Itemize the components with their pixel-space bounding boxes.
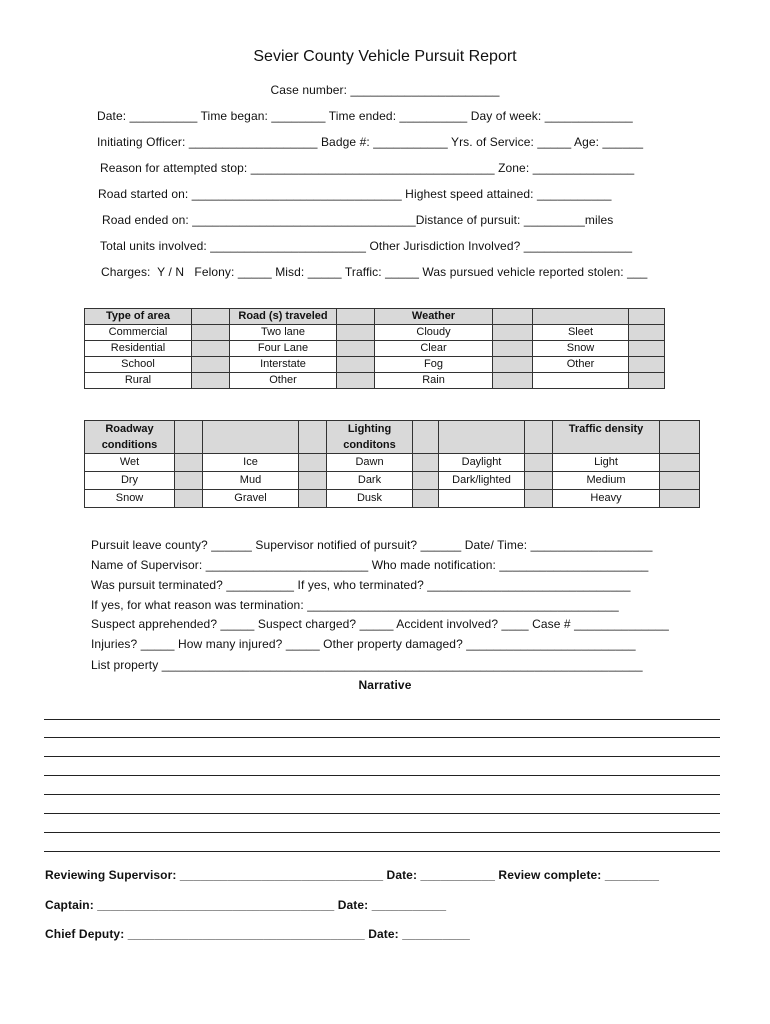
checkbox-cell <box>337 309 375 325</box>
checkbox-cell[interactable] <box>337 325 375 341</box>
checkbox-cell[interactable] <box>629 341 665 357</box>
list-property-line[interactable]: List property _______________________________________________________________________ <box>91 658 643 672</box>
option-label: Dry <box>85 472 175 490</box>
chief-deputy-line[interactable]: Chief Deputy: ___________________________________ Date: __________ <box>45 927 470 941</box>
option-label: Heavy <box>553 490 660 508</box>
option-label: Other <box>533 357 629 373</box>
checkbox-cell[interactable] <box>660 490 700 508</box>
checkbox-cell[interactable] <box>175 454 203 472</box>
option-label: Daylight <box>439 454 525 472</box>
checkbox-cell[interactable] <box>337 373 375 389</box>
checkbox-cell[interactable] <box>525 490 553 508</box>
checkbox-cell <box>493 309 533 325</box>
narrative-heading: Narrative <box>358 678 412 692</box>
area-road-weather-table <box>84 308 665 389</box>
option-label: Snow <box>533 341 629 357</box>
table-header-row <box>85 309 665 325</box>
checkbox-cell <box>192 309 230 325</box>
option-label: Dawn <box>327 454 413 472</box>
narrative-line[interactable] <box>44 737 720 738</box>
reviewing-supervisor-line[interactable]: Reviewing Supervisor: ______________________________ Date: ___________ Review complete: ________ <box>45 868 660 882</box>
option-label <box>533 373 629 389</box>
option-label: Commercial <box>85 325 192 341</box>
option-label: Snow <box>85 490 175 508</box>
table-row <box>85 373 665 389</box>
option-label: Sleet <box>533 325 629 341</box>
option-label: Gravel <box>203 490 299 508</box>
option-label: Clear <box>375 341 493 357</box>
header-blank <box>203 421 299 454</box>
checkbox-cell[interactable] <box>299 472 327 490</box>
checkbox-cell[interactable] <box>413 472 439 490</box>
header-blank <box>533 309 629 325</box>
checkbox-cell[interactable] <box>493 341 533 357</box>
checkbox-cell[interactable] <box>413 490 439 508</box>
narrative-line[interactable] <box>44 794 720 795</box>
checkbox-cell[interactable] <box>299 454 327 472</box>
road-started-line[interactable]: Road started on: _______________________________ Highest speed attained: ___________ <box>98 187 612 201</box>
checkbox-cell[interactable] <box>192 373 230 389</box>
checkbox-cell <box>299 421 327 454</box>
table-header-row <box>85 421 700 454</box>
header-roadway-conditions: Roadway conditions <box>85 421 175 454</box>
checkbox-cell[interactable] <box>493 325 533 341</box>
option-label: Two lane <box>230 325 337 341</box>
checkbox-cell[interactable] <box>413 454 439 472</box>
case-number-field[interactable]: Case number: ______________________ <box>270 83 500 97</box>
header-roads-traveled: Road (s) traveled <box>230 309 337 325</box>
option-label: Four Lane <box>230 341 337 357</box>
suspect-line[interactable]: Suspect apprehended? _____ Suspect charged? _____ Accident involved? ____ Case # ______________ <box>91 617 669 631</box>
narrative-line[interactable] <box>44 775 720 776</box>
option-label: Light <box>553 454 660 472</box>
table-row <box>85 490 700 508</box>
conditions-lighting-traffic-table <box>84 420 700 508</box>
checkbox-cell[interactable] <box>525 472 553 490</box>
checkbox-cell[interactable] <box>192 357 230 373</box>
checkbox-cell[interactable] <box>337 357 375 373</box>
checkbox-cell <box>525 421 553 454</box>
option-label: Dusk <box>327 490 413 508</box>
option-label: Other <box>230 373 337 389</box>
checkbox-cell[interactable] <box>660 454 700 472</box>
narrative-line[interactable] <box>44 756 720 757</box>
injuries-line[interactable]: Injuries? _____ How many injured? _____ Other property damaged? _________________________ <box>91 637 636 651</box>
checkbox-cell <box>413 421 439 454</box>
header-weather: Weather <box>375 309 493 325</box>
header-type-of-area: Type of area <box>85 309 192 325</box>
narrative-line[interactable] <box>44 851 720 852</box>
checkbox-cell[interactable] <box>493 373 533 389</box>
option-label: Cloudy <box>375 325 493 341</box>
option-label: Medium <box>553 472 660 490</box>
option-label: Rural <box>85 373 192 389</box>
option-label: Mud <box>203 472 299 490</box>
table-row <box>85 325 665 341</box>
option-label: Wet <box>85 454 175 472</box>
checkbox-cell[interactable] <box>629 373 665 389</box>
road-ended-line[interactable]: Road ended on: _________________________________Distance of pursuit: _________miles <box>102 213 614 227</box>
checkbox-cell[interactable] <box>175 490 203 508</box>
narrative-line[interactable] <box>44 832 720 833</box>
option-label: Interstate <box>230 357 337 373</box>
checkbox-cell[interactable] <box>299 490 327 508</box>
option-label: Dark <box>327 472 413 490</box>
option-label: Rain <box>375 373 493 389</box>
option-label: Ice <box>203 454 299 472</box>
checkbox-cell <box>629 309 665 325</box>
checkbox-cell[interactable] <box>175 472 203 490</box>
pursuit-terminated-line[interactable]: Was pursuit terminated? __________ If yes, who terminated? ______________________________ <box>91 578 631 592</box>
checkbox-cell[interactable] <box>629 325 665 341</box>
reason-line[interactable]: Reason for attempted stop: ____________________________________ Zone: _______________ <box>100 161 635 175</box>
header-traffic-density: Traffic density <box>553 421 660 454</box>
table-row <box>85 357 665 373</box>
checkbox-cell[interactable] <box>629 357 665 373</box>
checkbox-cell[interactable] <box>337 341 375 357</box>
pursuit-leave-county-line[interactable]: Pursuit leave county? ______ Supervisor notified of pursuit? ______ Date/ Time: __________________ <box>91 538 653 552</box>
charges-line[interactable]: Charges: Y / N Felony: _____ Misd: _____ Traffic: _____ Was pursued vehicle reported stolen: ___ <box>101 265 648 279</box>
header-blank <box>439 421 525 454</box>
option-label: Residential <box>85 341 192 357</box>
option-label: Fog <box>375 357 493 373</box>
officer-line[interactable]: Initiating Officer: ___________________ Badge #: ___________ Yrs. of Service: _____ Age: ______ <box>97 135 644 149</box>
checkbox-cell <box>175 421 203 454</box>
form-title: Sevier County Vehicle Pursuit Report <box>253 48 517 65</box>
supervisor-name-line[interactable]: Name of Supervisor: ________________________ Who made notification: ______________________ <box>91 558 649 572</box>
termination-reason-line[interactable]: If yes, for what reason was termination: ______________________________________________ <box>91 598 619 612</box>
checkbox-cell[interactable] <box>192 325 230 341</box>
checkbox-cell[interactable] <box>192 341 230 357</box>
option-label: Dark/lighted <box>439 472 525 490</box>
narrative-line[interactable] <box>44 719 720 720</box>
checkbox-cell <box>660 421 700 454</box>
header-lighting-conditions: Lighting conditons <box>327 421 413 454</box>
checkbox-cell[interactable] <box>525 454 553 472</box>
option-label: School <box>85 357 192 373</box>
checkbox-cell[interactable] <box>660 472 700 490</box>
date-time-line[interactable]: Date: __________ Time began: ________ Time ended: __________ Day of week: _____________ <box>97 109 633 123</box>
table-row <box>85 341 665 357</box>
table-row <box>85 472 700 490</box>
captain-line[interactable]: Captain: ___________________________________ Date: ___________ <box>45 898 447 912</box>
table-row <box>85 454 700 472</box>
narrative-line[interactable] <box>44 813 720 814</box>
units-line[interactable]: Total units involved: _______________________ Other Jurisdiction Involved? ________________ <box>100 239 633 253</box>
option-label <box>439 490 525 508</box>
checkbox-cell[interactable] <box>493 357 533 373</box>
